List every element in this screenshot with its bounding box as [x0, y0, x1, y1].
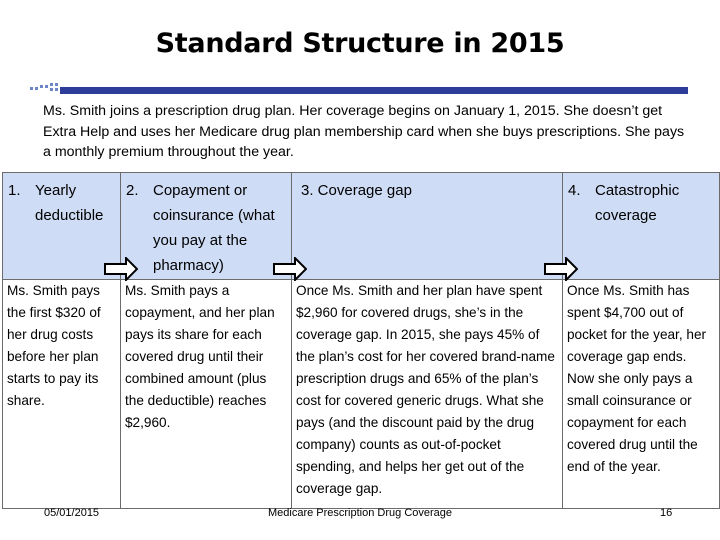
slide-title: Standard Structure in 2015 — [155, 28, 565, 59]
cell-deductible: Ms. Smith pays the first $320 of her drug costs before her plan starts to pay its share. — [3, 280, 121, 509]
coverage-stages-table — [2, 172, 720, 509]
header-label: Copayment or coinsurance (what you pay at the pharmacy) — [153, 182, 275, 274]
title-underline — [60, 87, 688, 94]
header-coverage-gap — [292, 173, 563, 280]
header-copayment — [121, 173, 292, 280]
page-number: 16 — [660, 507, 673, 519]
footer-date: 05/01/2015 — [44, 507, 100, 519]
header-number: 1. — [8, 182, 21, 199]
right-arrow-icon — [273, 257, 307, 281]
header-number: 4. — [568, 182, 581, 199]
header-catastrophic — [563, 173, 720, 280]
header-yearly-deductible — [3, 173, 121, 280]
cell-copayment: Ms. Smith pays a copayment, and her plan pays its share for each covered drug until their combined amount (plus the deductible) reaches $2,960. — [121, 280, 292, 509]
cell-catastrophic: Once Ms. Smith has spent $4,700 out of pocket for the year, her coverage gap ends. Now she only pays a small coinsurance or copayment for each covered drug until the end of the year. — [563, 280, 720, 509]
table-row — [3, 280, 720, 509]
right-arrow-icon — [104, 257, 138, 281]
right-arrow-icon — [544, 257, 578, 281]
header-number: 2. — [126, 182, 139, 199]
header-label: 3. Coverage gap — [301, 182, 412, 199]
header-label: Catastrophic coverage — [595, 182, 680, 224]
intro-paragraph: Ms. Smith joins a prescription drug plan. Her coverage begins on January 1, 2015. She doesn’t get Extra Help and uses her Medicare drug plan membership card when she buys prescriptions. She pays a monthly premium throughout the year. — [43, 103, 685, 160]
footer-title: Medicare Prescription Drug Coverage — [267, 507, 453, 519]
header-label: Yearly deductible — [35, 182, 104, 224]
cell-coverage-gap: Once Ms. Smith and her plan have spent $2,960 for covered drugs, she’s in the coverage gap. In 2015, she pays 45% of the plan’s cost for her covered brand-name prescription drugs and 65% of the plan’s cost for covered generic drugs. What she pays (and the discount paid by the drug company) counts as out-of-pocket spending, and helps her get out of the coverage gap. — [292, 280, 563, 509]
